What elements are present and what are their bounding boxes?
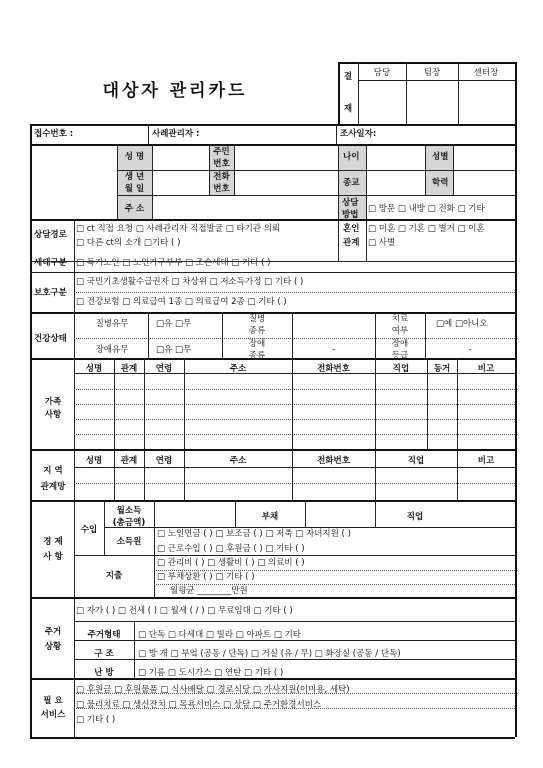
- approval-col-team-lead: 팀장: [423, 68, 441, 78]
- grid-line-h: [154, 584, 515, 585]
- community-header-address: 주소: [229, 456, 247, 466]
- heating-label: 난 방: [94, 668, 114, 678]
- grid-line-v: [425, 312, 426, 358]
- grid-line-h: [338, 62, 515, 64]
- family-header-phone: 전화번호: [317, 364, 350, 374]
- community-label-1: 지 역: [43, 466, 63, 476]
- grid-line-v: [292, 312, 293, 358]
- grid-line-v: [148, 124, 149, 144]
- grid-line-h: [30, 124, 515, 126]
- grid-line-h: [74, 708, 515, 709]
- grid-line-h: [74, 621, 515, 622]
- grid-line-v: [114, 449, 115, 500]
- treatment-label-2: 여부: [391, 326, 409, 336]
- grid-line-v: [375, 500, 376, 527]
- disability-type-label-1: 장애: [248, 339, 266, 349]
- grid-line-v: [292, 449, 293, 500]
- disease-type-label-1: 질병: [248, 314, 266, 324]
- income-source-options-1[interactable]: □ 노인연금 ( ) □ 보조금 ( ) □ 저축 □ 자녀지원 ( ): [157, 529, 351, 539]
- grid-line-h: [74, 640, 515, 641]
- family-label-2: 사항: [44, 410, 62, 420]
- grid-line-h: [30, 312, 515, 314]
- debt-label: 부채: [261, 512, 279, 522]
- disability-options[interactable]: □유 □무: [156, 345, 192, 355]
- disability-grade-label-1: 장애: [391, 339, 409, 349]
- grid-line-v: [406, 62, 407, 124]
- grid-line-v: [148, 312, 149, 358]
- grid-line-v: [338, 144, 339, 261]
- family-header-job: 직업: [392, 364, 410, 374]
- grid-line-v: [305, 500, 306, 527]
- grid-line-h: [74, 404, 515, 405]
- education-label: 학력: [432, 178, 449, 188]
- grid-line-h: [74, 434, 515, 435]
- grid-line-h: [74, 373, 515, 374]
- phone-label-2: 번호: [213, 184, 230, 194]
- housing-structure-options[interactable]: □ 방 개 □ 부엌 (공동 / 단독) □ 거실 (유 / 무) □ 화장실 (공동 / 단독): [138, 649, 401, 659]
- disease-label: 질병유무: [95, 319, 129, 329]
- gender-label: 성별: [432, 152, 449, 162]
- approval-col-staff: 담당: [373, 68, 391, 78]
- protection-options-1[interactable]: □ 국민기초생활수급권자 □ 차상위 □ 저소득가정 □ 기타 ( ): [76, 277, 304, 287]
- grid-line-h: [30, 272, 515, 273]
- disability-grade-value: -: [468, 345, 472, 355]
- family-header-relation: 관계: [120, 364, 138, 374]
- grid-line-h: [74, 555, 515, 556]
- reception-number-label: 접수번호 :: [34, 129, 74, 139]
- grid-line-v: [515, 124, 517, 737]
- referral-options-1[interactable]: □ ct 직접 요청 □ 사례관리자 직접발굴 □ 타기관 의뢰: [76, 224, 281, 234]
- grid-line-v: [222, 312, 223, 358]
- monthly-income-label-2: (총금액): [112, 518, 146, 528]
- page-title: 대상자 관리카드: [102, 81, 248, 101]
- method-label-2: 방법: [342, 210, 359, 220]
- marriage-label-2: 관계: [343, 238, 360, 248]
- grid-line-v: [30, 124, 32, 737]
- protection-options-2[interactable]: □ 건강보험 □ 의료급여 1종 □ 의료급여 2종 □ 기타 ( ): [76, 297, 287, 307]
- name-label: 성 명: [124, 152, 145, 162]
- expense-options-2[interactable]: □ 부채상환 ( ) □ 기타 ( ): [157, 572, 255, 582]
- grid-line-h: [30, 261, 515, 262]
- grid-line-h: [30, 449, 515, 451]
- treatment-label-1: 치료: [391, 314, 409, 324]
- grid-line-v: [235, 500, 236, 527]
- housing-label-1: 주거: [44, 627, 62, 637]
- grid-line-h: [30, 737, 515, 739]
- referral-options-2[interactable]: □ 다른 ct의 소개 □기타 ( ): [76, 238, 181, 248]
- birth-label-1: 생 년: [124, 172, 145, 182]
- grid-line-h: [30, 219, 515, 221]
- grid-line-v: [144, 358, 145, 449]
- grid-line-h: [117, 195, 515, 196]
- housing-type-options[interactable]: □ 단독 □ 다세대 □ 빌라 □ 아파트 □ 기타: [138, 630, 302, 640]
- housing-type-label: 주거형태: [87, 630, 121, 640]
- grid-line-v: [292, 358, 293, 449]
- grid-line-v: [453, 144, 454, 195]
- grid-line-h: [74, 467, 515, 468]
- income-source-label: 소득원: [116, 537, 142, 547]
- grid-line-h: [30, 678, 515, 680]
- community-header-note: 비고: [477, 456, 495, 466]
- resident-label-1: 주민: [213, 147, 230, 157]
- grid-line-h: [74, 419, 515, 420]
- job-label: 직업: [406, 512, 424, 522]
- grid-line-h: [74, 292, 515, 293]
- expense-label: 지출: [105, 571, 123, 581]
- grid-line-v: [209, 144, 210, 195]
- religion-label: 종교: [343, 178, 360, 188]
- community-header-phone: 전화번호: [317, 456, 350, 466]
- services-label-1: 필 요: [43, 696, 63, 706]
- grid-line-h: [30, 597, 515, 599]
- disease-type-label-2: 종류: [248, 326, 266, 336]
- household-options[interactable]: □ 독거노인 □ 노인가구부부 □ 조손세대 □ 기타 ( ): [76, 258, 271, 268]
- community-header-name: 성명: [85, 456, 103, 466]
- grid-line-v: [457, 449, 458, 500]
- housing-structure-label: 구 조: [94, 649, 114, 659]
- approval-col-director: 센터장: [473, 68, 499, 78]
- disability-label: 장애유무: [95, 345, 129, 355]
- grid-line-v: [375, 358, 376, 449]
- health-label: 건강상태: [34, 334, 67, 344]
- grid-line-v: [366, 219, 367, 261]
- referral-label: 상담경로: [34, 230, 67, 240]
- grid-line-h: [117, 170, 515, 171]
- case-manager-label: 사례관리자 :: [152, 129, 200, 139]
- grid-line-h: [30, 144, 515, 146]
- grid-line-v: [515, 62, 517, 124]
- grid-line-h: [154, 570, 515, 571]
- treatment-options[interactable]: □예 □아니오: [436, 319, 488, 329]
- approval-label-bottom: 재: [343, 104, 353, 114]
- grid-line-h: [104, 527, 515, 528]
- grid-line-v: [114, 358, 115, 449]
- grid-line-v: [366, 144, 367, 219]
- disability-type-value: -: [331, 345, 336, 355]
- economy-label-1: 경 제: [43, 537, 63, 547]
- grid-line-v: [154, 500, 155, 597]
- grid-line-v: [117, 144, 118, 219]
- age-label: 나이: [343, 152, 360, 162]
- grid-line-v: [375, 312, 376, 358]
- disease-options[interactable]: □유 □무: [156, 319, 192, 329]
- phone-label-1: 전화: [213, 172, 230, 182]
- grid-line-h: [74, 389, 515, 390]
- grid-line-h: [74, 693, 515, 694]
- economy-label-2: 사 항: [43, 552, 63, 562]
- services-label-2: 서비스: [40, 710, 66, 720]
- community-header-job: 직업: [407, 456, 425, 466]
- grid-line-v: [375, 449, 376, 500]
- heating-options[interactable]: □ 기름 □ 도시가스 □ 연탄 □ 기타 ( ): [138, 668, 284, 678]
- grid-line-v: [184, 358, 185, 449]
- monthly-income-label-1: 월소득: [116, 506, 142, 516]
- grid-line-h: [74, 659, 515, 660]
- expense-options-1[interactable]: □ 관리비 ( ) □ 생활비 ( ) □ 의료비 ( ): [157, 558, 305, 568]
- grid-line-v: [234, 144, 235, 195]
- grid-line-v: [425, 144, 426, 195]
- grid-line-v: [144, 449, 145, 500]
- grid-line-v: [458, 62, 459, 124]
- grid-line-v: [184, 449, 185, 500]
- monthly-average: 월평균 ________만원: [170, 586, 248, 596]
- protection-label: 보호구분: [34, 288, 67, 298]
- grid-line-h: [30, 358, 515, 360]
- community-header-age: 연령: [155, 456, 173, 466]
- family-header-note: 비고: [477, 364, 495, 374]
- household-label: 세대구분: [34, 258, 67, 268]
- income-label: 수입: [80, 525, 98, 535]
- income-source-options-2[interactable]: □ 근로수입 ( ) □ 후원금 ( ) □ 기타 ( ): [157, 544, 305, 554]
- marriage-options-1[interactable]: □ 미혼 □ 기혼 □ 별거 □ 이혼: [368, 224, 485, 234]
- housing-tenure-options[interactable]: □ 자가 ( ) □ 전세 ( ) □ 월세 ( / ) □ 무료임대 □ 기타 ( ): [76, 606, 293, 616]
- address-label: 주 소: [124, 204, 145, 214]
- family-label-1: 가족: [44, 397, 62, 407]
- resident-label-2: 번호: [213, 159, 230, 169]
- grid-line-v: [457, 358, 458, 449]
- grid-line-v: [152, 144, 153, 219]
- grid-line-h: [74, 338, 515, 339]
- housing-label-2: 상황: [44, 642, 62, 652]
- disability-grade-label-2: 등급: [391, 351, 409, 361]
- community-label-2: 관계망: [40, 482, 66, 492]
- grid-line-v: [336, 124, 337, 144]
- method-options[interactable]: □ 방문 □ 내방 □ 전화 □ 기타: [368, 204, 485, 214]
- family-header-name: 성명: [85, 364, 103, 374]
- family-header-cohabit: 동거: [433, 364, 451, 374]
- method-label-1: 상담: [342, 198, 359, 208]
- disability-type-label-2: 종류: [248, 351, 266, 361]
- approval-label-top: 결: [343, 72, 353, 82]
- grid-line-h: [74, 483, 515, 484]
- marriage-options-2[interactable]: □ 사별: [368, 238, 396, 248]
- services-options-2[interactable]: □ 물리치료 □ 생신잔치 □ 목욕서비스 □ 상담 □ 주거환경서비스: [76, 700, 322, 710]
- family-header-address: 주소: [229, 364, 247, 374]
- grid-line-v: [358, 62, 359, 124]
- survey-date-label: 조사일자:: [340, 129, 377, 139]
- grid-line-v: [134, 621, 135, 678]
- grid-line-h: [358, 80, 515, 81]
- family-header-age: 연령: [155, 364, 173, 374]
- grid-line-v: [427, 358, 428, 449]
- services-options-1[interactable]: □ 후원금 □ 후원물품 □ 식사배달 □ 경로식당 □ 가사지원(이미용, 세탁): [76, 685, 350, 695]
- birth-label-2: 월 일: [124, 184, 145, 194]
- grid-line-h: [30, 500, 515, 502]
- grid-line-v: [338, 62, 340, 124]
- marriage-label-1: 혼인: [343, 224, 360, 234]
- community-header-relation: 관계: [120, 456, 138, 466]
- services-options-3[interactable]: □ 기타 ( ): [76, 715, 116, 725]
